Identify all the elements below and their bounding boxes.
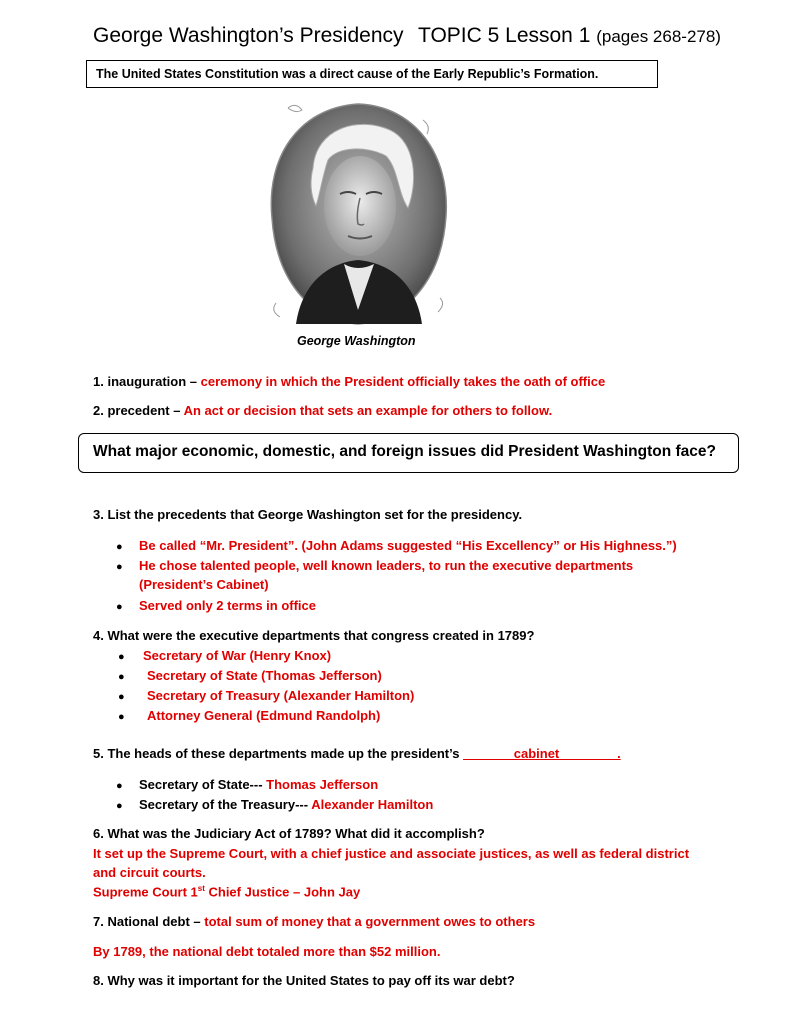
topic-text: TOPIC 5 Lesson 1 [418,24,591,47]
chief-post: Chief Justice – John Jay [204,884,361,900]
bullet-icon: ● [116,561,123,573]
bullet-icon: ● [118,691,125,703]
vocab-precedent [93,403,552,418]
vocab-definition: ceremony in which the President officially takes the oath of office [200,374,606,389]
pages-range: (pages 268-278) [596,27,721,46]
washington-portrait [258,98,458,330]
q5-item-label: Secretary of the Treasury--- [139,797,309,812]
chief-sup: st [197,884,205,893]
bullet-icon: ● [116,541,123,553]
q6-answer-line1: It set up the Supreme Court, with a chief justice and associate justices, as well as federal district [93,846,690,861]
q5-item-label: Secretary of State--- [139,777,263,792]
q3-answer: Served only 2 terms in office [139,598,317,613]
bullet-icon: ● [116,780,123,792]
vocab-inauguration [93,374,605,389]
q5-text: 5. The heads of these departments made up the president’s [93,746,460,761]
question-3: 3. List the precedents that George Washington set for the presidency. [93,507,523,522]
q3-answer: (President’s Cabinet) [139,577,269,592]
q3-answer: Be called “Mr. President”. (John Adams suggested “His Excellency” or His Highness.”) [139,538,677,553]
question-7 [93,914,535,929]
q5-blank-answer: _______cabinet________. [463,746,621,761]
essential-question-box: What major economic, domestic, and foreign issues did President Washington face? [78,433,739,473]
topic-label [418,24,721,48]
q5-item [139,777,378,792]
page-title: George Washington’s Presidency [93,24,404,47]
q7-definition: total sum of money that a government owes to others [204,914,536,929]
vocab-definition: An act or decision that sets an example for others to follow. [183,403,553,418]
portrait-caption: George Washington [297,334,416,348]
bullet-icon: ● [118,651,125,663]
q4-answer: Secretary of State (Thomas Jefferson) [147,668,382,683]
q4-answer: Secretary of Treasury (Alexander Hamilton) [147,688,415,703]
q4-answer: Attorney General (Edmund Randolph) [147,708,381,723]
question-6: 6. What was the Judiciary Act of 1789? What did it accomplish? [93,826,485,841]
q6-chief-justice [93,884,360,899]
intro-box: The United States Constitution was a direct cause of the Early Republic’s Formation. [86,60,658,88]
vocab-term: 2. precedent – [93,403,181,418]
question-8: 8. Why was it important for the United States to pay off its war debt? [93,973,515,988]
question-5 [93,746,621,761]
bullet-icon: ● [118,671,125,683]
q7-note: By 1789, the national debt totaled more than $52 million. [93,944,441,959]
q5-item [139,797,433,812]
q6-answer-line2: and circuit courts. [93,865,206,880]
q3-answer: He chose talented people, well known leaders, to run the executive departments [139,558,634,573]
question-4: 4. What were the executive departments that congress created in 1789? [93,628,535,643]
bullet-icon: ● [116,800,123,812]
q4-answer: Secretary of War (Henry Knox) [143,648,332,663]
chief-pre: Supreme Court 1 [93,884,198,900]
bullet-icon: ● [118,711,125,723]
q7-term: 7. National debt – [93,914,201,929]
q5-item-answer: Thomas Jefferson [266,777,379,792]
bullet-icon: ● [116,601,123,613]
q5-item-answer: Alexander Hamilton [311,797,434,812]
vocab-term: 1. inauguration – [93,374,198,389]
